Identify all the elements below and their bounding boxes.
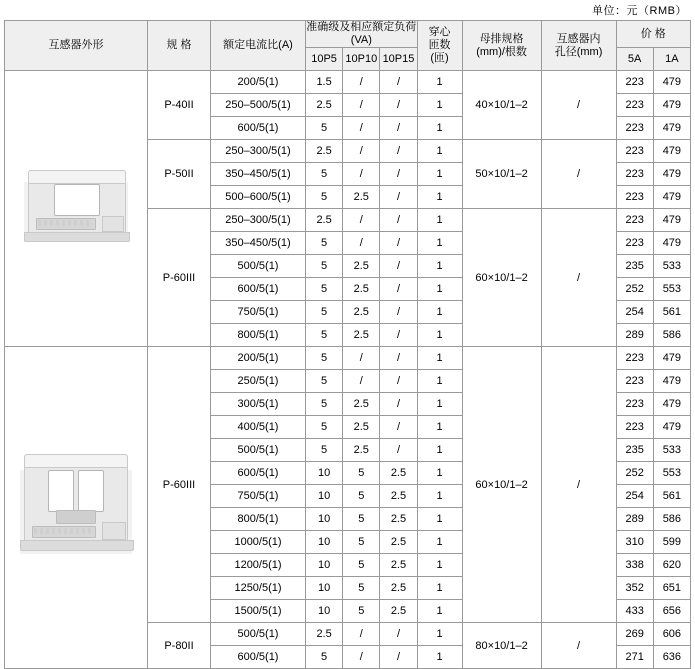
price-5a-cell: 223 <box>616 347 653 370</box>
ratio-cell: 600/5(1) <box>211 278 306 301</box>
turns-cell: 1 <box>417 623 462 646</box>
price-1a-cell: 533 <box>653 255 690 278</box>
acc-10p10-cell: 5 <box>343 554 380 577</box>
price-5a-cell: 223 <box>616 117 653 140</box>
price-1a-cell: 479 <box>653 117 690 140</box>
header-turns-line1: 穿心 <box>428 25 451 38</box>
bus-cell: 80×10/1–2 <box>462 623 541 669</box>
acc-10p10-cell: 2.5 <box>343 255 380 278</box>
header-price-5a: 5A <box>616 48 653 71</box>
turns-cell: 1 <box>417 278 462 301</box>
ratio-cell: 750/5(1) <box>211 301 306 324</box>
ct-image-cell <box>5 347 148 669</box>
price-1a-cell: 479 <box>653 393 690 416</box>
ratio-cell: 600/5(1) <box>211 117 306 140</box>
acc-10p15-cell: / <box>380 117 417 140</box>
acc-10p5-cell: 10 <box>306 531 343 554</box>
acc-10p5-cell: 5 <box>306 232 343 255</box>
turns-cell: 1 <box>417 232 462 255</box>
price-5a-cell: 223 <box>616 416 653 439</box>
turns-cell: 1 <box>417 646 462 669</box>
acc-10p15-cell: / <box>380 416 417 439</box>
price-5a-cell: 223 <box>616 370 653 393</box>
header-hole-line2: 孔径(mm) <box>554 45 603 58</box>
acc-10p15-cell: 2.5 <box>380 508 417 531</box>
price-1a-cell: 479 <box>653 347 690 370</box>
price-1a-cell: 479 <box>653 140 690 163</box>
turns-cell: 1 <box>417 531 462 554</box>
model-cell: P-80II <box>148 623 211 669</box>
hole-cell: / <box>541 347 616 623</box>
price-5a-cell: 223 <box>616 186 653 209</box>
turns-cell: 1 <box>417 140 462 163</box>
ratio-cell: 1500/5(1) <box>211 600 306 623</box>
acc-10p10-cell: 5 <box>343 577 380 600</box>
acc-10p10-cell: 5 <box>343 462 380 485</box>
turns-cell: 1 <box>417 163 462 186</box>
ratio-cell: 800/5(1) <box>211 324 306 347</box>
ct-image-cell <box>5 71 148 347</box>
ratio-cell: 1000/5(1) <box>211 531 306 554</box>
header-spec: 规 格 <box>148 21 211 71</box>
acc-10p10-cell: / <box>343 232 380 255</box>
acc-10p10-cell: / <box>343 209 380 232</box>
acc-10p10-cell: 2.5 <box>343 324 380 347</box>
price-1a-cell: 479 <box>653 186 690 209</box>
price-1a-cell: 479 <box>653 163 690 186</box>
bus-cell: 60×10/1–2 <box>462 347 541 623</box>
turns-cell: 1 <box>417 255 462 278</box>
acc-10p5-cell: 1.5 <box>306 71 343 94</box>
acc-10p10-cell: 2.5 <box>343 301 380 324</box>
acc-10p5-cell: 10 <box>306 600 343 623</box>
price-5a-cell: 223 <box>616 94 653 117</box>
turns-cell: 1 <box>417 393 462 416</box>
price-5a-cell: 254 <box>616 301 653 324</box>
price-1a-cell: 553 <box>653 462 690 485</box>
table-row <box>5 347 691 370</box>
acc-10p15-cell: / <box>380 232 417 255</box>
acc-10p10-cell: / <box>343 623 380 646</box>
price-1a-cell: 561 <box>653 485 690 508</box>
acc-10p15-cell: 2.5 <box>380 554 417 577</box>
acc-10p10-cell: / <box>343 646 380 669</box>
ratio-cell: 300/5(1) <box>211 393 306 416</box>
acc-10p5-cell: 2.5 <box>306 94 343 117</box>
bus-cell: 40×10/1–2 <box>462 71 541 140</box>
acc-10p5-cell: 5 <box>306 301 343 324</box>
acc-10p15-cell: 2.5 <box>380 462 417 485</box>
acc-10p15-cell: / <box>380 140 417 163</box>
model-cell: P-40II <box>148 71 211 140</box>
turns-cell: 1 <box>417 94 462 117</box>
table-header <box>5 21 691 71</box>
price-1a-cell: 606 <box>653 623 690 646</box>
ratio-cell: 750/5(1) <box>211 485 306 508</box>
turns-cell: 1 <box>417 347 462 370</box>
acc-10p15-cell: 2.5 <box>380 531 417 554</box>
acc-10p15-cell: / <box>380 94 417 117</box>
price-5a-cell: 269 <box>616 623 653 646</box>
acc-10p15-cell: / <box>380 186 417 209</box>
ratio-cell: 800/5(1) <box>211 508 306 531</box>
price-1a-cell: 561 <box>653 301 690 324</box>
turns-cell: 1 <box>417 324 462 347</box>
acc-10p5-cell: 5 <box>306 646 343 669</box>
price-1a-cell: 636 <box>653 646 690 669</box>
price-5a-cell: 223 <box>616 209 653 232</box>
price-5a-cell: 235 <box>616 439 653 462</box>
ct-price-table <box>4 20 691 669</box>
acc-10p15-cell: / <box>380 163 417 186</box>
header-hole <box>541 21 616 71</box>
price-5a-cell: 289 <box>616 508 653 531</box>
acc-10p5-cell: 10 <box>306 462 343 485</box>
acc-10p10-cell: 2.5 <box>343 278 380 301</box>
turns-cell: 1 <box>417 416 462 439</box>
price-5a-cell: 338 <box>616 554 653 577</box>
price-5a-cell: 223 <box>616 140 653 163</box>
ratio-cell: 400/5(1) <box>211 416 306 439</box>
acc-10p10-cell: 5 <box>343 600 380 623</box>
price-1a-cell: 479 <box>653 416 690 439</box>
acc-10p10-cell: / <box>343 117 380 140</box>
header-ratio: 额定电流比(A) <box>211 21 306 71</box>
acc-10p5-cell: 5 <box>306 324 343 347</box>
acc-10p10-cell: 2.5 <box>343 439 380 462</box>
acc-10p10-cell: / <box>343 163 380 186</box>
turns-cell: 1 <box>417 577 462 600</box>
price-5a-cell: 223 <box>616 71 653 94</box>
acc-10p5-cell: 2.5 <box>306 623 343 646</box>
acc-10p5-cell: 5 <box>306 278 343 301</box>
price-1a-cell: 599 <box>653 531 690 554</box>
bus-cell: 60×10/1–2 <box>462 209 541 347</box>
price-5a-cell: 223 <box>616 393 653 416</box>
price-5a-cell: 223 <box>616 232 653 255</box>
turns-cell: 1 <box>417 600 462 623</box>
price-5a-cell: 433 <box>616 600 653 623</box>
header-price-group: 价 格 <box>616 21 690 48</box>
header-acc-10p5: 10P5 <box>306 48 343 71</box>
ratio-cell: 600/5(1) <box>211 646 306 669</box>
ratio-cell: 250–300/5(1) <box>211 209 306 232</box>
acc-10p15-cell: / <box>380 646 417 669</box>
header-turns-line2: 匝数 <box>428 39 451 52</box>
acc-10p5-cell: 5 <box>306 393 343 416</box>
acc-10p10-cell: / <box>343 347 380 370</box>
price-5a-cell: 352 <box>616 577 653 600</box>
price-5a-cell: 252 <box>616 278 653 301</box>
ratio-cell: 1250/5(1) <box>211 577 306 600</box>
acc-10p5-cell: 5 <box>306 416 343 439</box>
acc-10p10-cell: / <box>343 370 380 393</box>
acc-10p5-cell: 2.5 <box>306 140 343 163</box>
header-bus <box>462 21 541 71</box>
acc-10p15-cell: / <box>380 393 417 416</box>
acc-10p5-cell: 10 <box>306 508 343 531</box>
model-cell: P-60III <box>148 209 211 347</box>
turns-cell: 1 <box>417 462 462 485</box>
ct-image-wrap <box>5 71 147 346</box>
acc-10p5-cell: 5 <box>306 255 343 278</box>
header-acc-10p10: 10P10 <box>343 48 380 71</box>
ratio-cell: 350–450/5(1) <box>211 163 306 186</box>
price-5a-cell: 235 <box>616 255 653 278</box>
price-1a-cell: 479 <box>653 71 690 94</box>
unit-note: 单位：元（RMB） <box>592 5 687 17</box>
table-row <box>5 71 691 94</box>
ratio-cell: 500–600/5(1) <box>211 186 306 209</box>
acc-10p5-cell: 5 <box>306 186 343 209</box>
turns-cell: 1 <box>417 71 462 94</box>
price-1a-cell: 553 <box>653 278 690 301</box>
turns-cell: 1 <box>417 301 462 324</box>
acc-10p15-cell: / <box>380 255 417 278</box>
ratio-cell: 500/5(1) <box>211 623 306 646</box>
price-1a-cell: 479 <box>653 94 690 117</box>
price-1a-cell: 479 <box>653 370 690 393</box>
ratio-cell: 350–450/5(1) <box>211 232 306 255</box>
ct-small-icon <box>14 166 138 252</box>
header-accuracy-group: 准确级及相应额定负荷(VA) <box>306 21 417 47</box>
acc-10p5-cell: 5 <box>306 439 343 462</box>
ratio-cell: 200/5(1) <box>211 71 306 94</box>
turns-cell: 1 <box>417 485 462 508</box>
price-1a-cell: 586 <box>653 324 690 347</box>
turns-cell: 1 <box>417 117 462 140</box>
acc-10p15-cell: / <box>380 324 417 347</box>
ratio-cell: 600/5(1) <box>211 462 306 485</box>
ratio-cell: 500/5(1) <box>211 255 306 278</box>
header-hole-line1: 互感器内 <box>556 32 601 45</box>
ratio-cell: 250/5(1) <box>211 370 306 393</box>
turns-cell: 1 <box>417 554 462 577</box>
price-1a-cell: 620 <box>653 554 690 577</box>
price-5a-cell: 223 <box>616 163 653 186</box>
ratio-cell: 200/5(1) <box>211 347 306 370</box>
acc-10p10-cell: / <box>343 140 380 163</box>
ratio-cell: 250–300/5(1) <box>211 140 306 163</box>
header-turns <box>417 21 462 71</box>
bus-cell: 50×10/1–2 <box>462 140 541 209</box>
acc-10p10-cell: 5 <box>343 508 380 531</box>
acc-10p5-cell: 10 <box>306 554 343 577</box>
acc-10p15-cell: / <box>380 347 417 370</box>
acc-10p5-cell: 10 <box>306 577 343 600</box>
price-1a-cell: 651 <box>653 577 690 600</box>
header-price-1a: 1A <box>653 48 690 71</box>
hole-cell: / <box>541 71 616 140</box>
acc-10p15-cell: / <box>380 278 417 301</box>
ct-large-icon <box>12 448 140 568</box>
turns-cell: 1 <box>417 186 462 209</box>
header-bus-line1: 母排规格 <box>479 32 524 45</box>
acc-10p15-cell: 2.5 <box>380 577 417 600</box>
acc-10p5-cell: 2.5 <box>306 209 343 232</box>
acc-10p5-cell: 10 <box>306 485 343 508</box>
header-acc-10p15: 10P15 <box>380 48 417 71</box>
acc-10p5-cell: 5 <box>306 163 343 186</box>
turns-cell: 1 <box>417 439 462 462</box>
turns-cell: 1 <box>417 508 462 531</box>
price-1a-cell: 479 <box>653 209 690 232</box>
turns-cell: 1 <box>417 370 462 393</box>
acc-10p15-cell: / <box>380 370 417 393</box>
acc-10p10-cell: 2.5 <box>343 186 380 209</box>
acc-10p5-cell: 5 <box>306 370 343 393</box>
price-5a-cell: 289 <box>616 324 653 347</box>
acc-10p15-cell: / <box>380 71 417 94</box>
acc-10p15-cell: / <box>380 623 417 646</box>
ratio-cell: 250–500/5(1) <box>211 94 306 117</box>
table-body <box>5 71 691 669</box>
acc-10p15-cell: 2.5 <box>380 600 417 623</box>
model-cell: P-60III <box>148 347 211 623</box>
header-turns-line3: (匝) <box>430 52 449 65</box>
ratio-cell: 1200/5(1) <box>211 554 306 577</box>
hole-cell: / <box>541 209 616 347</box>
price-5a-cell: 310 <box>616 531 653 554</box>
price-5a-cell: 271 <box>616 646 653 669</box>
header-row-1 <box>5 21 691 48</box>
acc-10p10-cell: 2.5 <box>343 416 380 439</box>
header-bus-line2: (mm)/根数 <box>476 45 527 58</box>
acc-10p10-cell: 5 <box>343 531 380 554</box>
price-5a-cell: 254 <box>616 485 653 508</box>
acc-10p10-cell: / <box>343 71 380 94</box>
acc-10p15-cell: / <box>380 301 417 324</box>
hole-cell: / <box>541 623 616 669</box>
acc-10p5-cell: 5 <box>306 117 343 140</box>
ratio-cell: 500/5(1) <box>211 439 306 462</box>
acc-10p15-cell: / <box>380 439 417 462</box>
price-1a-cell: 533 <box>653 439 690 462</box>
turns-cell: 1 <box>417 209 462 232</box>
price-5a-cell: 252 <box>616 462 653 485</box>
model-cell: P-50II <box>148 140 211 209</box>
acc-10p15-cell: / <box>380 209 417 232</box>
ct-image-wrap <box>5 347 147 668</box>
acc-10p10-cell: 2.5 <box>343 393 380 416</box>
price-1a-cell: 586 <box>653 508 690 531</box>
header-shape: 互感器外形 <box>5 21 148 71</box>
acc-10p15-cell: 2.5 <box>380 485 417 508</box>
price-1a-cell: 479 <box>653 232 690 255</box>
acc-10p10-cell: 5 <box>343 485 380 508</box>
acc-10p10-cell: / <box>343 94 380 117</box>
hole-cell: / <box>541 140 616 209</box>
acc-10p5-cell: 5 <box>306 347 343 370</box>
price-1a-cell: 656 <box>653 600 690 623</box>
